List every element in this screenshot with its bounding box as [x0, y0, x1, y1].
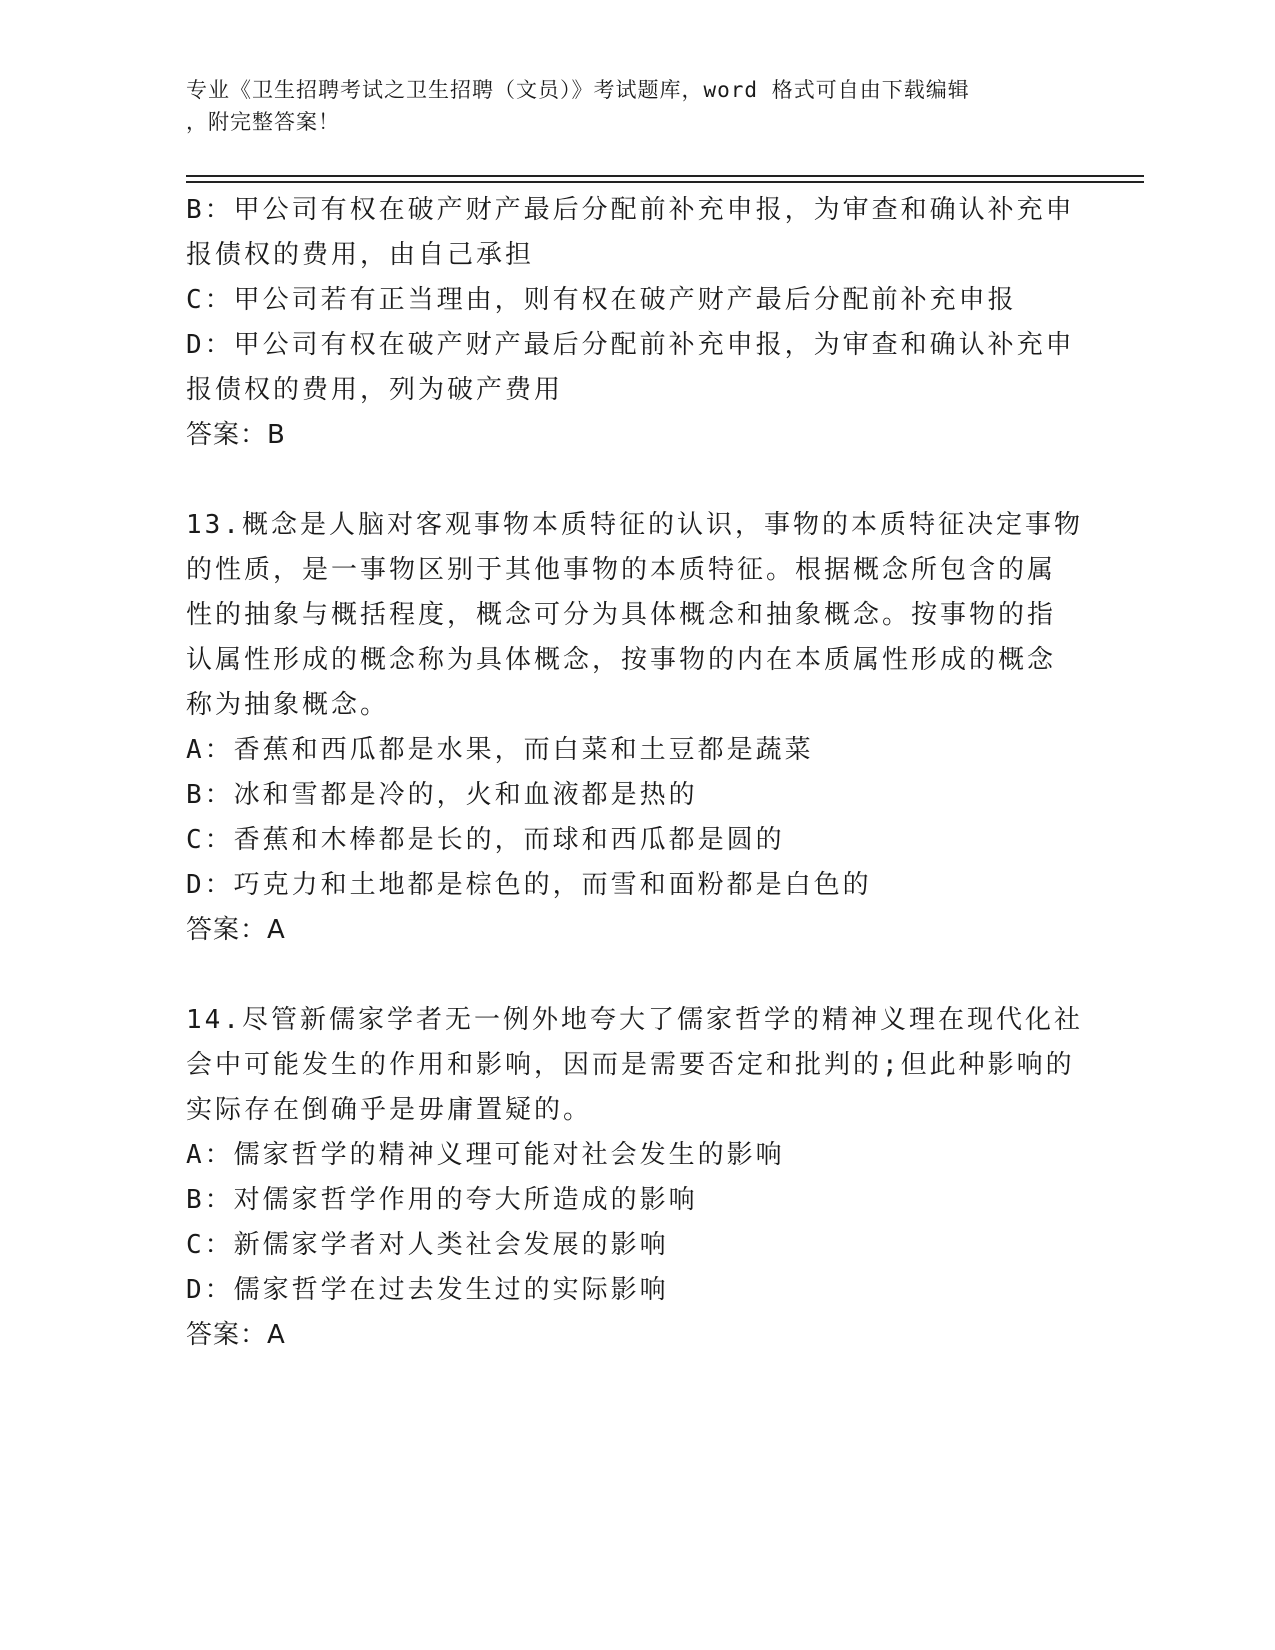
- header-divider-bottom: [186, 181, 1144, 183]
- question-stem-line: 实际存在倒确乎是毋庸置疑的。: [186, 1095, 593, 1125]
- document-body: [186, 188, 1083, 1358]
- answer: 答案：A: [186, 1320, 286, 1350]
- header-line-1: 专业《卫生招聘考试之卫生招聘（文员）》考试题库，word 格式可自由下载编辑: [186, 78, 970, 102]
- option-b-line-2: 报债权的费用，由自己承担: [186, 240, 535, 270]
- option-d: D：儒家哲学在过去发生过的实际影响: [186, 1275, 669, 1305]
- question-stem-line: 的性质，是一事物区别于其他事物的本质特征。根据概念所包含的属: [186, 555, 1057, 585]
- question-12-continued: [186, 188, 1075, 458]
- question-stem-line: 性的抽象与概括程度，概念可分为具体概念和抽象概念。按事物的指: [186, 600, 1057, 630]
- header-divider-top: [186, 175, 1144, 177]
- question-13: [186, 503, 1083, 953]
- question-stem-line: 称为抽象概念。: [186, 690, 390, 720]
- question-stem-line: 13.概念是人脑对客观事物本质特征的认识，事物的本质特征决定事物: [186, 510, 1083, 540]
- answer: 答案：B: [186, 420, 286, 450]
- spacer: [186, 953, 1066, 998]
- answer: 答案：A: [186, 915, 286, 945]
- question-stem-line: 14.尽管新儒家学者无一例外地夸大了儒家哲学的精神义理在现代化社: [186, 1005, 1083, 1035]
- option-c: C：香蕉和木棒都是长的，而球和西瓜都是圆的: [186, 825, 785, 855]
- option-c: C：甲公司若有正当理由，则有权在破产财产最后分配前补充申报: [186, 285, 1017, 315]
- option-d-line-1: D：甲公司有权在破产财产最后分配前补充申报，为审查和确认补充申: [186, 330, 1075, 360]
- question-stem-line: 会中可能发生的作用和影响，因而是需要否定和批判的;但此种影响的: [186, 1050, 1075, 1080]
- option-c: C：新儒家学者对人类社会发展的影响: [186, 1230, 669, 1260]
- option-d: D：巧克力和土地都是棕色的，而雪和面粉都是白色的: [186, 870, 872, 900]
- spacer: [186, 458, 1066, 503]
- option-d-line-2: 报债权的费用，列为破产费用: [186, 375, 564, 405]
- header-line-2: ，附完整答案！: [186, 110, 340, 134]
- question-stem-line: 认属性形成的概念称为具体概念，按事物的内在本质属性形成的概念: [186, 645, 1057, 675]
- question-14: [186, 998, 1083, 1358]
- option-a: A：香蕉和西瓜都是水果，而白菜和土豆都是蔬菜: [186, 735, 814, 765]
- document-header: [186, 74, 1066, 138]
- option-a: A：儒家哲学的精神义理可能对社会发生的影响: [186, 1140, 785, 1170]
- option-b: B：对儒家哲学作用的夸大所造成的影响: [186, 1185, 698, 1215]
- option-b: B：冰和雪都是冷的，火和血液都是热的: [186, 780, 698, 810]
- option-b-line-1: B：甲公司有权在破产财产最后分配前补充申报，为审查和确认补充申: [186, 195, 1075, 225]
